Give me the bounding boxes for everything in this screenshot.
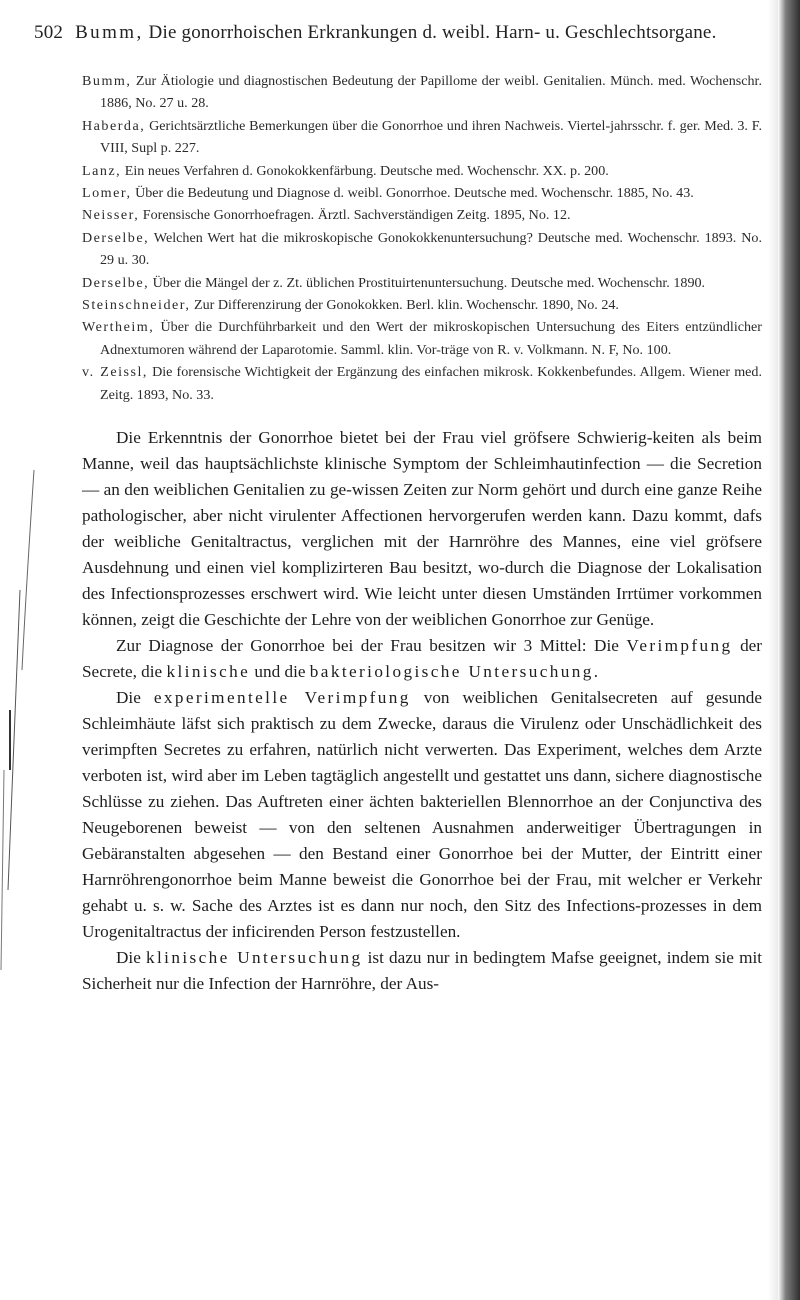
reference-text: Welchen Wert hat die mikroskopische Gonokokkenuntersuchung? Deutsche med. Wochenschr. 1893. No. 29 u. 30. bbox=[100, 229, 762, 269]
reference-text: Über die Bedeutung und Diagnose d. weibl. Gonorrhoe. Deutsche med. Wochenschr. 1885, No. 43. bbox=[135, 185, 694, 202]
emphasis-experimentelle-verimpfung: experimentelle Verimpfung bbox=[153, 688, 411, 707]
emphasis-verimpfung: Verimpfung bbox=[626, 636, 733, 655]
reference-author: Derselbe, bbox=[82, 229, 150, 246]
paragraph-diagnosis-methods bbox=[82, 633, 762, 685]
reference-entry bbox=[82, 361, 762, 406]
running-title-author: Bumm, bbox=[75, 22, 144, 43]
reference-text: Über die Durchführbarkeit und den Wert der mikroskopischen Untersuchung des Eiters entzündlicher Adnextumoren während der Laparotomie. Samml. klin. Vor-träge von R. v. Volkmann. N. F, No. 100. bbox=[100, 319, 762, 358]
reference-entry bbox=[82, 115, 762, 160]
paragraph-verimpfung bbox=[82, 685, 762, 945]
reference-author: Neisser, bbox=[82, 207, 140, 224]
reference-author: v. Zeissl, bbox=[82, 364, 148, 381]
reference-text: Gerichtsärztliche Bemerkungen über die Gonorrhoe und ihren Nachweis. Viertel-jahrsschr. f. ger. Med. 3. F. VIII, Supl p. 227. bbox=[100, 117, 762, 157]
emphasis-klinische-untersuchung: klinische Untersuchung bbox=[146, 948, 363, 967]
reference-entry bbox=[82, 160, 762, 182]
reference-text: Zur Differenzirung der Gonokokken. Berl. klin. Wochenschr. 1890, No. 24. bbox=[193, 297, 619, 314]
reference-entry bbox=[82, 204, 762, 226]
running-title-text: Die gonorrhoischen Erkrankungen d. weibl. Harn- u. Geschlechtsorgane. bbox=[148, 22, 717, 43]
emphasis-klinische: klinische bbox=[166, 662, 251, 681]
page-header bbox=[34, 22, 760, 54]
reference-entry bbox=[82, 316, 762, 361]
text-span: Die bbox=[116, 948, 141, 967]
text-span: von weiblichen Genitalsecreten auf gesunde Schleimhäute läfst sich praktisch zu dem Zwecke, daraus die Virulenz oder Unschädlichkeit des verimpften Secretes zu erfahren, natürlich nicht verwerten. Das Experiment, welches dem Arzte verboten ist, wird aber im Leben tagtäglich angestellt und gestattet uns dann, sichere diagnostische Schlüsse zu ziehen. Das Auftreten einer ächten bakteriellen Blennorrhoe an der Conjunctiva des Neugeborenen beweist — von den seltenen Ausnahmen anderweitiger Übertragungen in Gebäranstalten abgesehen — den Bestand einer Gonorrhoe bei der Mutter, der Eintritt einer Harnröhrengonorrhoe beim Manne beweist die Gonorrhoe bei der Frau, mit welcher er Verkehr gehabt u. s. w. Sache des Arztes ist es dann nur noch, den Sitz des Infections-prozesses in dem Urogenitaltractus der inficirenden Person festzustellen. bbox=[82, 688, 763, 941]
text-span: . bbox=[593, 662, 599, 681]
reference-entry bbox=[82, 294, 762, 316]
emphasis-bakteriologische: bakteriologische Untersuchung bbox=[309, 662, 594, 681]
reference-entry bbox=[82, 70, 762, 115]
reference-text: Die forensische Wichtigkeit der Ergänzung des einfachen mikrosk. Kokkenbefundes. Allgem. Wiener med. Zeitg. 1893, No. 33. bbox=[100, 364, 762, 403]
reference-entry bbox=[82, 227, 762, 272]
page-number: 502 bbox=[34, 22, 64, 43]
text-span: und die bbox=[254, 662, 306, 681]
scan-edge-shadow bbox=[778, 0, 800, 1300]
text-span: ist dazu nur in bedingtem Mafse geeignet, indem sie mit Sicherheit nur die Infection der Harnröhre, der Aus- bbox=[82, 948, 763, 993]
reference-author: Haberda, bbox=[82, 117, 146, 134]
reference-text: Forensische Gonorrhoefragen. Ärztl. Sachverständigen Zeitg. 1895, No. 12. bbox=[142, 207, 571, 224]
paragraph-intro: Die Erkenntnis der Gonorrhoe bietet bei der Frau viel gröfsere Schwierig-keiten als beim Manne, weil das hauptsächlichste klinische Symptom der Schleimhautinfection — die Secretion — an den weiblichen Genitalien zu ge-wissen Zeiten zur Norm gehört und durch eine ganze Reihe pathologischer, aber nicht virulenter Affectionen hervorgerufen werden kann. Dazu kommt, dafs der weibliche Genitaltractus, verglichen mit der Harnröhre des Mannes, eine viel gröfsere Ausdehnung und einen viel komplizirteren Bau besitzt, wo-durch die Diagnose der Lokalisation des Infectionsprozesses erschwert wird. Wie leicht unter diesen Umständen Irrtümer vorkommen können, zeigt die Geschichte der Lehre von der weiblichen Gonorrhoe zur Genüge. bbox=[82, 428, 762, 629]
reference-text: Über die Mängel der z. Zt. üblichen Prostituirtenuntersuchung. Deutsche med. Wochenschr. 1890. bbox=[152, 274, 706, 291]
reference-author: Wertheim, bbox=[82, 319, 155, 336]
body-text bbox=[82, 425, 762, 997]
reference-author: Lanz, bbox=[82, 162, 122, 179]
reference-author: Derselbe, bbox=[82, 274, 150, 291]
reference-author: Lomer, bbox=[82, 185, 132, 202]
paragraph-klinische-untersuchung bbox=[82, 945, 762, 997]
text-span: Zur Diagnose der Gonorrhoe bei der Frau besitzen wir 3 Mittel: Die bbox=[116, 636, 619, 655]
reference-text: Ein neues Verfahren d. Gonokokkenfärbung. Deutsche med. Wochenschr. XX. p. 200. bbox=[124, 162, 609, 179]
text-span: Die bbox=[116, 688, 141, 707]
reference-text: Zur Ätiologie und diagnostischen Bedeutung der Papillome der weibl. Genitalien. Münch. med. Wochenschr. 1886, No. 27 u. 28. bbox=[100, 73, 762, 112]
page-edge-shading bbox=[768, 0, 778, 1300]
reference-entry bbox=[82, 182, 762, 204]
reference-list bbox=[82, 70, 762, 406]
running-title bbox=[75, 22, 716, 44]
reference-entry bbox=[82, 272, 762, 294]
text-span: der Secrete, die bbox=[82, 636, 763, 681]
reference-author: Steinschneider, bbox=[82, 297, 191, 314]
reference-author: Bumm, bbox=[82, 73, 132, 89]
margin-pencil-marks bbox=[0, 470, 40, 970]
